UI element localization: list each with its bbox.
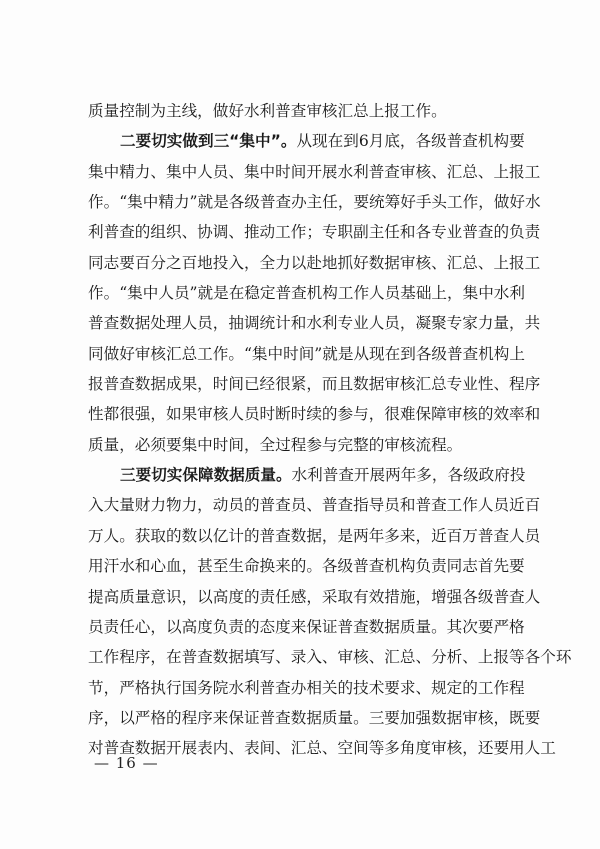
text-line xyxy=(88,126,525,156)
text-line: 对普查数据开展表内、表间、汇总、空间等多角度审核，还要用人工 xyxy=(88,739,556,758)
page-number: — 16 — xyxy=(94,754,159,772)
text-line: 性都很强，如果审核人员时断时续的参与，很难保障审核的效率和 xyxy=(88,405,541,424)
text-line: 报普查数据成果，时间已经很紧，而且数据审核汇总专业性、程序 xyxy=(88,375,541,394)
text-fragment: 水利普查开展两年多，各级政府投 xyxy=(291,466,526,485)
text-fragment: 从现在到6月底，各级普查机构要 xyxy=(296,132,525,151)
text-line: 提高质量意识，以高度的责任感，采取有效措施，增强各级普查人 xyxy=(88,587,541,606)
text-line: 作。“集中人员”就是在稳定普查机构工作人员基础上，集中水利 xyxy=(88,284,525,303)
text-line: 工作程序，在普查数据填写、录入、审核、汇总、分析、上报等各个环 xyxy=(88,648,572,667)
text-line: 作。“集中精力”就是各级普查办主任，要统筹好手头工作，做好水 xyxy=(88,193,541,212)
text-line: 质量，必须要集中时间，全过程参与完整的审核流程。 xyxy=(88,435,463,454)
text-line: 员责任心，以高度负责的态度来保证普查数据质量。其次要严格 xyxy=(88,617,525,636)
text-line: 集中精力、集中人员、集中时间开展水利普查审核、汇总、上报工 xyxy=(88,162,541,181)
text-line: 节，严格执行国务院水利普查办相关的技术要求、规定的工作程 xyxy=(88,678,525,697)
section-heading-third: 三要切实保障数据质量。 xyxy=(120,466,292,485)
text-line: 同做好审核汇总工作。“集中时间”就是从现在到各级普查机构上 xyxy=(88,344,525,363)
text-line: 利普查的组织、协调、推动工作；专职副主任和各专业普查的负责 xyxy=(88,223,541,242)
text-line: 质量控制为主线，做好水利普查审核汇总上报工作。 xyxy=(88,102,447,120)
text-line: 万人。获取的数以亿计的普查数据，是两年多来，近百万普查人员 xyxy=(88,526,541,545)
text-line: 同志要百分之百地投入，全力以赴地抓好数据审核、汇总、上报工 xyxy=(88,253,541,272)
text-line: 序，以严格的程序来保证普查数据质量。三要加强数据审核，既要 xyxy=(88,708,541,727)
text-line: 用汗水和心血，甚至生命换来的。各级普查机构负责同志首先要 xyxy=(88,557,525,576)
body-text xyxy=(88,96,572,764)
text-line: 普查数据处理人员，抽调统计和水利专业人员，凝聚专家力量，共 xyxy=(88,314,541,333)
text-line: 入大量财力物力，动员的普查员、普查指导员和普查工作人员近百 xyxy=(88,496,541,515)
text-line xyxy=(88,460,526,490)
section-heading-second: 二要切实做到三“集中”。 xyxy=(120,132,297,151)
